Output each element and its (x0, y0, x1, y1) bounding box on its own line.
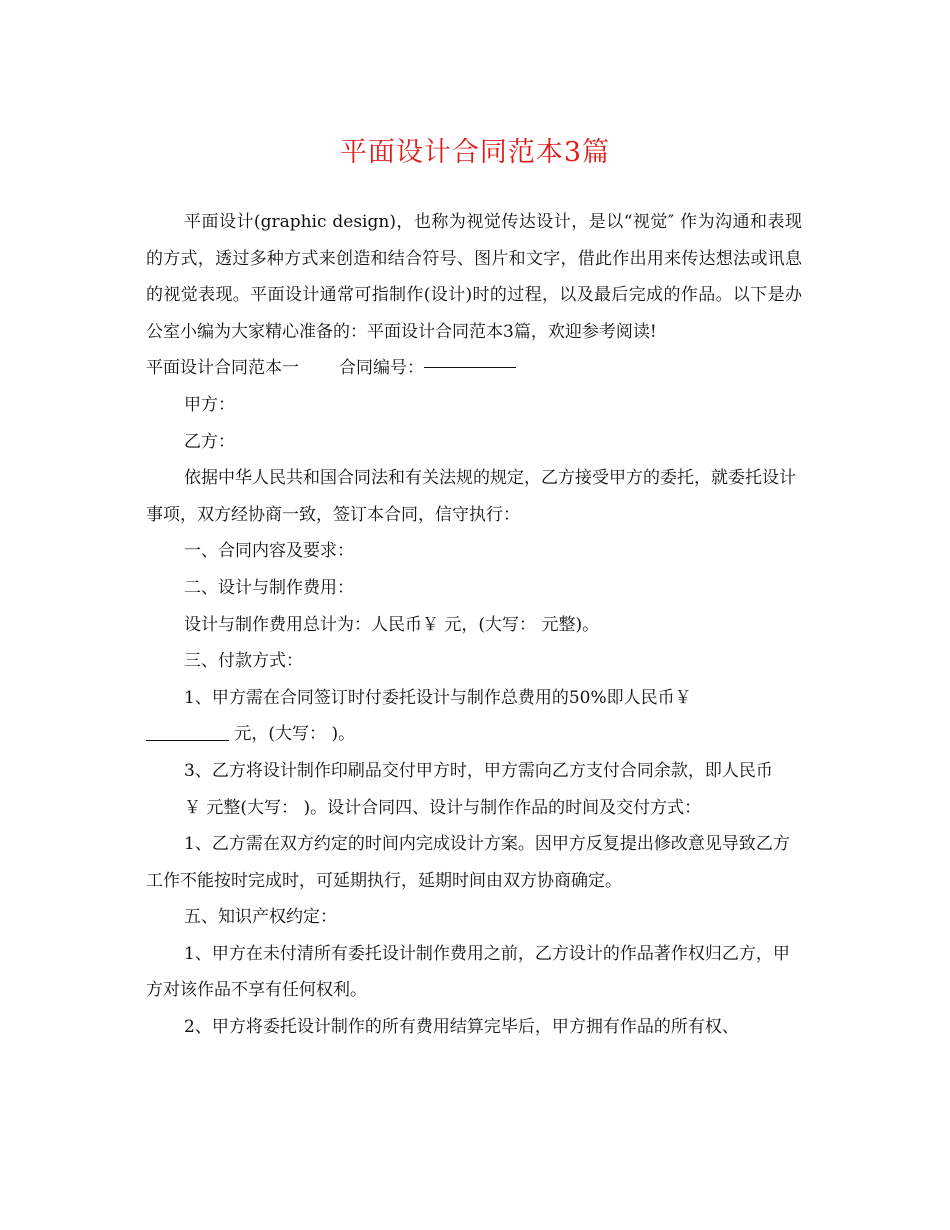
payment-3-paragraph: 3、乙方将设计制作印刷品交付甲方时，甲方需向乙方支付合同余款，即人民币 (184, 760, 773, 781)
payment-1-amount-suffix: 元，(大写： )。 (229, 724, 356, 745)
section-5-heading: 五、知识产权约定： (184, 907, 337, 928)
time-1-paragraph: 1、乙方需在双方约定的时间内完成设计方案。因甲方反复提出修改意见导致乙方工作不能按时完成时，可延期执行，延期时间由双方协商确定。 (146, 834, 790, 891)
section-3-heading: 三、付款方式： (184, 651, 303, 672)
spacer (299, 350, 339, 387)
fee-total-text: 设计与制作费用总计为：人民币￥ 元，(大写： 元整)。 (184, 614, 600, 635)
document-body (146, 204, 802, 1046)
contract-heading: 平面设计合同范本一 (146, 358, 299, 379)
party-a-label: 甲方： (184, 394, 235, 415)
section-2-heading: 二、设计与制作费用： (184, 577, 354, 598)
payment-3-continuation: ￥ 元整(大写： )。设计合同四、设计与制作作品的时间及交付方式： (184, 797, 702, 818)
contract-heading-row (146, 350, 802, 387)
payment-1-line: 1、甲方需在合同签订时付委托设计与制作总费用的50%即人民币￥ (184, 687, 692, 708)
section-1-heading: 一、合同内容及要求： (184, 541, 354, 562)
party-b-label: 乙方： (184, 431, 235, 452)
document-title: 平面设计合同范本3篇 (339, 137, 611, 168)
contract-number-blank (424, 350, 516, 368)
payment-1-amount-blank (146, 723, 229, 741)
basis-paragraph: 依据中华人民共和国合同法和有关法规的规定，乙方接受甲方的委托，就委托设计事项，双方经协商一致，签订本合同，信守执行： (146, 468, 796, 525)
contract-number-label: 合同编号： (339, 358, 424, 379)
ip-2-paragraph: 2、甲方将委托设计制作的所有费用结算完毕后，甲方拥有作品的所有权、 (184, 1017, 739, 1038)
payment-1-amount-row (146, 716, 802, 753)
intro-paragraph: 平面设计(graphic design)，也称为视觉传达设计，是以“视觉″ 作为沟通和表现的方式，透过多种方式来创造和结合符号、图片和文字，借此作出用来传达想法或讯息的视觉表现。平面设计通常可指制作(设计)时的过程，以及最后完成的作品。以下是办公室小编为大家精心准备的：平面设计合同范本3篇，欢迎参考阅读! (146, 212, 802, 342)
ip-1-paragraph: 1、甲方在未付清所有委托设计制作费用之前，乙方设计的作品著作权归乙方，甲方对该作品不享有任何权利。 (146, 943, 790, 1001)
